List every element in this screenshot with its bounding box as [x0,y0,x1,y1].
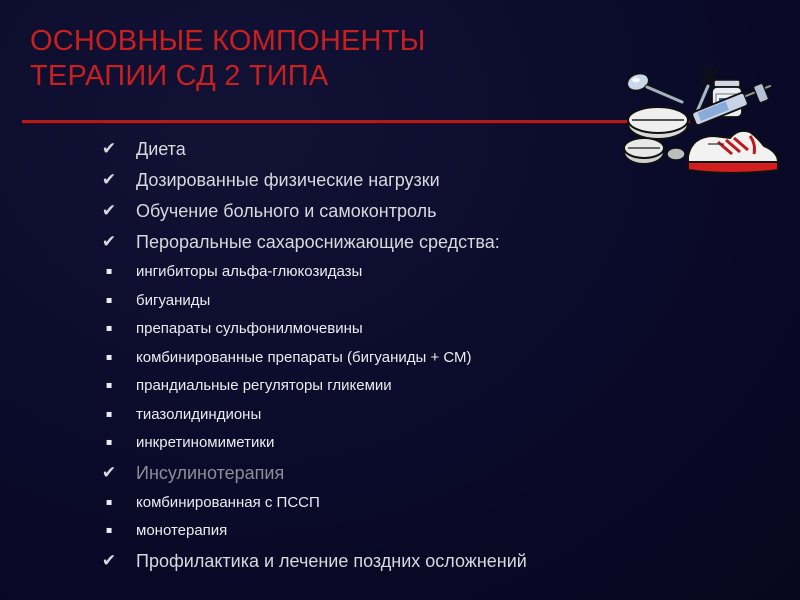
list-item-text: Обучение больного и самоконтроль [136,201,437,221]
sub-list-item [0,258,700,287]
list-item-text: препараты сульфонилмочевины [136,320,363,337]
sub-list-item [0,517,700,546]
checkmark-icon: ✔ [101,232,117,252]
square-bullet-icon: ▪ [105,525,113,536]
list-item [0,546,700,577]
sub-list-item [0,344,700,373]
checkmark-icon: ✔ [101,462,117,483]
list-item-text: комбинированная с ПССП [136,493,320,511]
list-item-text: инкретиномиметики [136,434,275,451]
square-bullet-icon: ▪ [105,266,113,277]
content-list [0,134,700,577]
title-line-2: ТЕРАПИИ СД 2 ТИПА [30,60,329,92]
checkmark-icon: ✔ [101,139,117,159]
list-item [0,165,700,196]
list-item-text: Диета [136,139,186,159]
diabetes-therapy-clipart [622,62,782,180]
slide-title [30,24,425,94]
list-item-text: Пероральные сахароснижающие средства: [136,232,500,252]
list-item [0,458,700,489]
sub-list-item [0,429,700,458]
title-line-1: ОСНОВНЫЕ КОМПОНЕНТЫ [30,25,426,57]
list-item-text: монотерапия [136,522,228,539]
checkmark-icon: ✔ [101,201,117,221]
list-item-text: Профилактика и лечение поздних осложнений [136,550,527,571]
list-item [0,196,700,227]
square-bullet-icon: ▪ [105,294,113,306]
spoon-icon [625,71,682,102]
checkmark-icon: ✔ [101,170,117,190]
sub-list-item [0,401,700,430]
title-divider-shadow [22,123,690,124]
pill-icon [624,107,688,164]
list-item-text: ингибиторы альфа-глюкозидазы [136,263,363,280]
square-bullet-icon: ▪ [105,437,113,448]
list-item-text: комбинированные препараты (бигуаниды + СМ) [136,348,472,366]
sub-list-item [0,315,700,344]
sub-list-item [0,372,700,401]
list-item-text: Дозированные физические нагрузки [136,170,440,190]
square-bullet-icon: ▪ [105,351,113,363]
sneaker-icon [688,131,778,173]
list-item [0,134,700,165]
checkmark-icon: ✔ [101,550,117,571]
list-item [0,227,700,258]
sub-list-item [0,287,700,316]
list-item-text: бигуаниды [136,291,211,309]
list-item-text: тиазолидиндионы [136,405,262,423]
list-item-text: Инсулинотерапия [136,462,285,483]
sub-list-item [0,489,700,518]
square-bullet-icon: ▪ [105,496,113,508]
square-bullet-icon: ▪ [105,323,113,334]
square-bullet-icon: ▪ [105,408,113,420]
square-bullet-icon: ▪ [105,380,113,391]
list-item-text: прандиальные регуляторы гликемии [136,377,392,394]
